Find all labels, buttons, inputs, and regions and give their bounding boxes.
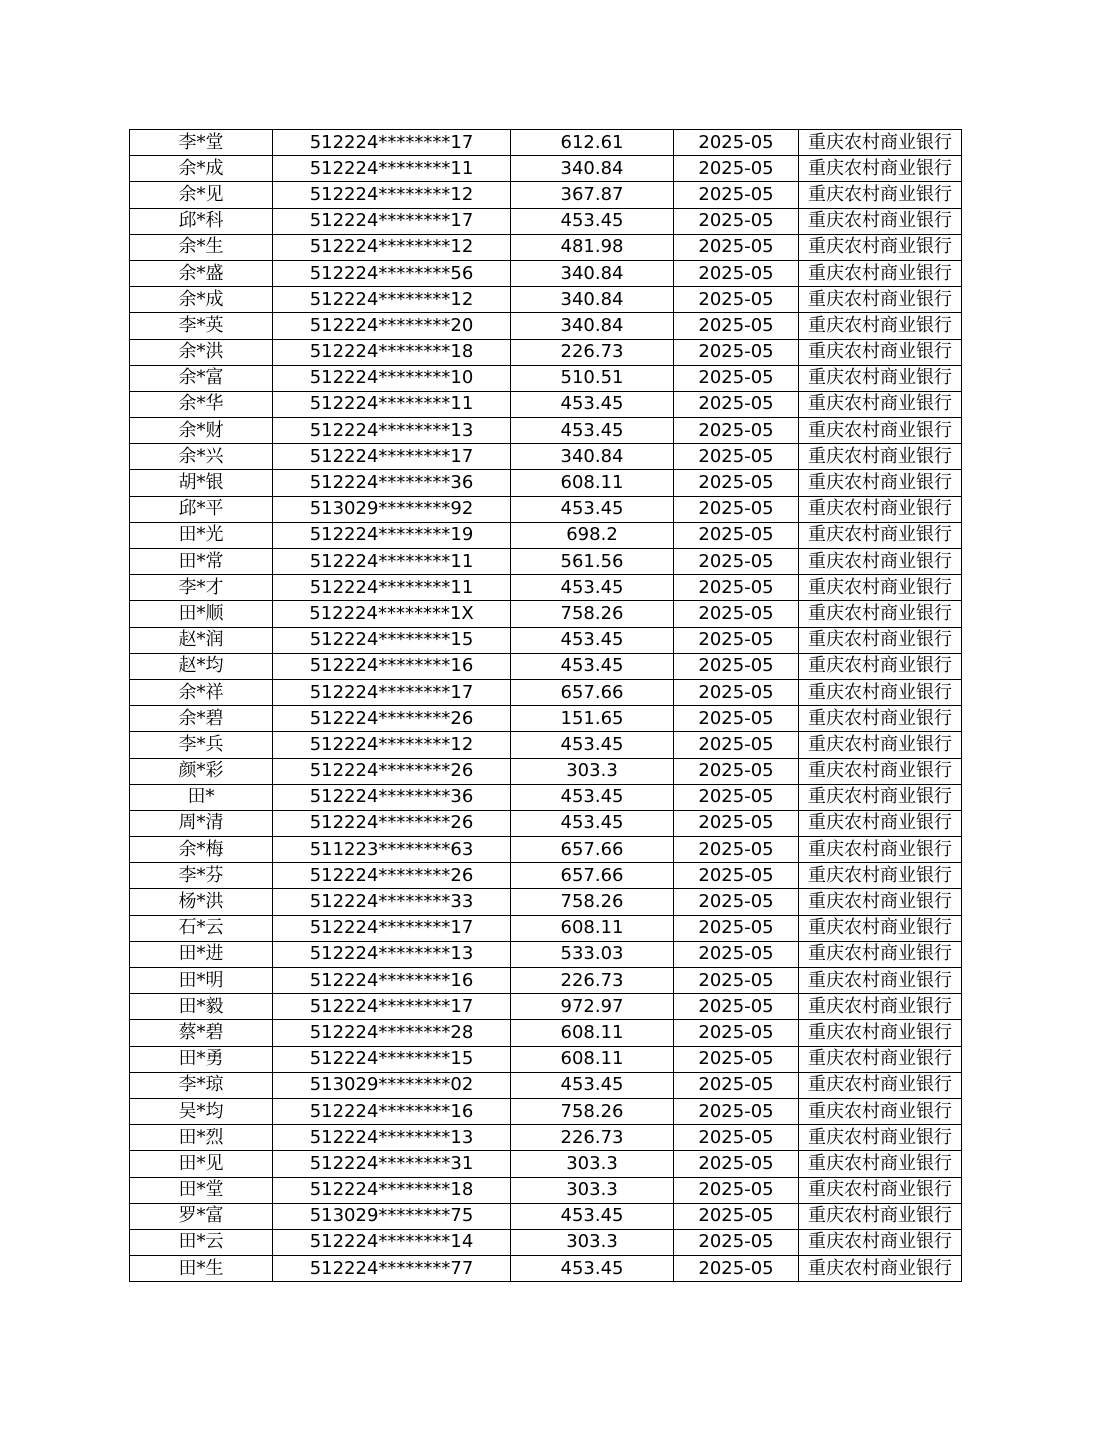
amount-cell: 453.45 [511,810,674,836]
recipient-name-cell: 余*见 [130,182,273,208]
recipient-name-cell: 杨*洪 [130,889,273,915]
amount-cell: 453.45 [511,418,674,444]
table-row [130,470,962,496]
amount-cell: 367.87 [511,182,674,208]
payment-period-cell: 2025-05 [674,679,799,705]
table-row [130,1151,962,1177]
bank-name-cell: 重庆农村商业银行 [799,234,962,260]
recipient-name-cell: 李*英 [130,313,273,339]
recipient-name-cell: 石*云 [130,915,273,941]
recipient-name-cell: 余*华 [130,391,273,417]
id-number-cell: 512224********17 [273,915,511,941]
bank-name-cell: 重庆农村商业银行 [799,994,962,1020]
table-row [130,365,962,391]
amount-cell: 612.61 [511,130,674,156]
amount-cell: 303.3 [511,1151,674,1177]
payment-period-cell: 2025-05 [674,810,799,836]
amount-cell: 453.45 [511,1203,674,1229]
amount-cell: 758.26 [511,601,674,627]
recipient-name-cell: 周*清 [130,810,273,836]
id-number-cell: 512224********15 [273,627,511,653]
table-row [130,1229,962,1255]
recipient-name-cell: 李*才 [130,575,273,601]
id-number-cell: 513029********02 [273,1072,511,1098]
table-row [130,208,962,234]
amount-cell: 340.84 [511,260,674,286]
payment-period-cell: 2025-05 [674,784,799,810]
payment-period-cell: 2025-05 [674,889,799,915]
amount-cell: 340.84 [511,444,674,470]
recipient-name-cell: 余*成 [130,156,273,182]
recipient-name-cell: 田*顺 [130,601,273,627]
bank-name-cell: 重庆农村商业银行 [799,941,962,967]
recipient-name-cell: 邱*科 [130,208,273,234]
table-row [130,1098,962,1124]
amount-cell: 758.26 [511,1098,674,1124]
recipient-name-cell: 余*富 [130,365,273,391]
payment-period-cell: 2025-05 [674,1125,799,1151]
bank-name-cell: 重庆农村商业银行 [799,208,962,234]
bank-name-cell: 重庆农村商业银行 [799,182,962,208]
id-number-cell: 512224********31 [273,1151,511,1177]
id-number-cell: 512224********11 [273,575,511,601]
bank-name-cell: 重庆农村商业银行 [799,784,962,810]
amount-cell: 340.84 [511,287,674,313]
bank-name-cell: 重庆农村商业银行 [799,1177,962,1203]
recipient-name-cell: 田*烈 [130,1125,273,1151]
recipient-name-cell: 余*财 [130,418,273,444]
recipient-name-cell: 余*成 [130,287,273,313]
id-number-cell: 512224********17 [273,130,511,156]
id-number-cell: 512224********56 [273,260,511,286]
amount-cell: 608.11 [511,470,674,496]
table-row [130,889,962,915]
payment-table [129,129,962,1282]
recipient-name-cell: 李*琼 [130,1072,273,1098]
payment-period-cell: 2025-05 [674,260,799,286]
bank-name-cell: 重庆农村商业银行 [799,601,962,627]
recipient-name-cell: 李*堂 [130,130,273,156]
id-number-cell: 512224********15 [273,1046,511,1072]
amount-cell: 340.84 [511,313,674,339]
payment-period-cell: 2025-05 [674,941,799,967]
recipient-name-cell: 余*祥 [130,679,273,705]
id-number-cell: 512224********16 [273,1098,511,1124]
table-row [130,1125,962,1151]
id-number-cell: 512224********12 [273,287,511,313]
id-number-cell: 512224********13 [273,1125,511,1151]
table-row [130,313,962,339]
payment-period-cell: 2025-05 [674,732,799,758]
id-number-cell: 512224********1X [273,601,511,627]
table-row [130,863,962,889]
amount-cell: 303.3 [511,1177,674,1203]
amount-cell: 533.03 [511,941,674,967]
payment-period-cell: 2025-05 [674,1256,799,1282]
payment-period-cell: 2025-05 [674,391,799,417]
recipient-name-cell: 余*洪 [130,339,273,365]
bank-name-cell: 重庆农村商业银行 [799,470,962,496]
payment-period-cell: 2025-05 [674,1177,799,1203]
id-number-cell: 512224********26 [273,810,511,836]
table-row [130,1203,962,1229]
payment-period-cell: 2025-05 [674,1098,799,1124]
payment-period-cell: 2025-05 [674,627,799,653]
amount-cell: 453.45 [511,732,674,758]
payment-period-cell: 2025-05 [674,758,799,784]
payment-period-cell: 2025-05 [674,418,799,444]
table-row [130,706,962,732]
amount-cell: 453.45 [511,653,674,679]
table-row [130,444,962,470]
amount-cell: 481.98 [511,234,674,260]
bank-name-cell: 重庆农村商业银行 [799,1203,962,1229]
bank-name-cell: 重庆农村商业银行 [799,758,962,784]
id-number-cell: 512224********26 [273,758,511,784]
table-row [130,784,962,810]
amount-cell: 657.66 [511,837,674,863]
table-row [130,653,962,679]
amount-cell: 608.11 [511,1020,674,1046]
table-row [130,627,962,653]
table-row [130,496,962,522]
payment-period-cell: 2025-05 [674,994,799,1020]
id-number-cell: 512224********17 [273,679,511,705]
id-number-cell: 512224********33 [273,889,511,915]
id-number-cell: 512224********13 [273,941,511,967]
id-number-cell: 513029********92 [273,496,511,522]
id-number-cell: 512224********14 [273,1229,511,1255]
id-number-cell: 512224********17 [273,994,511,1020]
payment-period-cell: 2025-05 [674,287,799,313]
id-number-cell: 512224********10 [273,365,511,391]
amount-cell: 561.56 [511,549,674,575]
id-number-cell: 513029********75 [273,1203,511,1229]
bank-name-cell: 重庆农村商业银行 [799,1125,962,1151]
table-row [130,1020,962,1046]
amount-cell: 608.11 [511,1046,674,1072]
recipient-name-cell: 余*碧 [130,706,273,732]
bank-name-cell: 重庆农村商业银行 [799,732,962,758]
bank-name-cell: 重庆农村商业银行 [799,679,962,705]
recipient-name-cell: 田*云 [130,1229,273,1255]
bank-name-cell: 重庆农村商业银行 [799,496,962,522]
bank-name-cell: 重庆农村商业银行 [799,968,962,994]
table-row [130,391,962,417]
bank-name-cell: 重庆农村商业银行 [799,915,962,941]
amount-cell: 972.97 [511,994,674,1020]
bank-name-cell: 重庆农村商业银行 [799,810,962,836]
amount-cell: 453.45 [511,1072,674,1098]
payment-period-cell: 2025-05 [674,915,799,941]
payment-period-cell: 2025-05 [674,549,799,575]
payment-period-cell: 2025-05 [674,234,799,260]
payment-period-cell: 2025-05 [674,496,799,522]
table-row [130,156,962,182]
recipient-name-cell: 吴*均 [130,1098,273,1124]
id-number-cell: 512224********19 [273,522,511,548]
table-row [130,601,962,627]
recipient-name-cell: 余*梅 [130,837,273,863]
recipient-name-cell: 田*常 [130,549,273,575]
table-row [130,339,962,365]
id-number-cell: 512224********36 [273,784,511,810]
id-number-cell: 512224********20 [273,313,511,339]
table-row [130,182,962,208]
recipient-name-cell: 余*兴 [130,444,273,470]
amount-cell: 657.66 [511,863,674,889]
id-number-cell: 512224********11 [273,549,511,575]
payment-period-cell: 2025-05 [674,130,799,156]
id-number-cell: 512224********26 [273,706,511,732]
amount-cell: 608.11 [511,915,674,941]
table-row [130,1256,962,1282]
bank-name-cell: 重庆农村商业银行 [799,339,962,365]
bank-name-cell: 重庆农村商业银行 [799,706,962,732]
recipient-name-cell: 田*光 [130,522,273,548]
payment-period-cell: 2025-05 [674,1046,799,1072]
recipient-name-cell: 赵*润 [130,627,273,653]
amount-cell: 657.66 [511,679,674,705]
payment-period-cell: 2025-05 [674,653,799,679]
bank-name-cell: 重庆农村商业银行 [799,391,962,417]
payment-period-cell: 2025-05 [674,365,799,391]
id-number-cell: 512224********12 [273,234,511,260]
table-row [130,758,962,784]
id-number-cell: 512224********26 [273,863,511,889]
payment-period-cell: 2025-05 [674,1203,799,1229]
recipient-name-cell: 赵*均 [130,653,273,679]
payment-period-cell: 2025-05 [674,1229,799,1255]
id-number-cell: 512224********36 [273,470,511,496]
bank-name-cell: 重庆农村商业银行 [799,156,962,182]
amount-cell: 453.45 [511,391,674,417]
table-row [130,287,962,313]
recipient-name-cell: 田*生 [130,1256,273,1282]
amount-cell: 758.26 [511,889,674,915]
bank-name-cell: 重庆农村商业银行 [799,1020,962,1046]
recipient-name-cell: 田*毅 [130,994,273,1020]
amount-cell: 453.45 [511,627,674,653]
amount-cell: 453.45 [511,784,674,810]
recipient-name-cell: 田*堂 [130,1177,273,1203]
payment-period-cell: 2025-05 [674,313,799,339]
id-number-cell: 512224********17 [273,208,511,234]
table-row [130,575,962,601]
payment-period-cell: 2025-05 [674,339,799,365]
payment-period-cell: 2025-05 [674,1072,799,1098]
id-number-cell: 512224********16 [273,653,511,679]
bank-name-cell: 重庆农村商业银行 [799,444,962,470]
bank-name-cell: 重庆农村商业银行 [799,260,962,286]
bank-name-cell: 重庆农村商业银行 [799,365,962,391]
payment-period-cell: 2025-05 [674,706,799,732]
bank-name-cell: 重庆农村商业银行 [799,418,962,444]
payment-period-cell: 2025-05 [674,968,799,994]
recipient-name-cell: 田* [130,784,273,810]
id-number-cell: 512224********11 [273,156,511,182]
payment-period-cell: 2025-05 [674,182,799,208]
id-number-cell: 512224********18 [273,1177,511,1203]
payment-table-body [130,130,962,1282]
table-row [130,522,962,548]
payment-period-cell: 2025-05 [674,208,799,234]
recipient-name-cell: 胡*银 [130,470,273,496]
table-row [130,418,962,444]
bank-name-cell: 重庆农村商业银行 [799,130,962,156]
amount-cell: 226.73 [511,1125,674,1151]
amount-cell: 453.45 [511,496,674,522]
amount-cell: 303.3 [511,1229,674,1255]
id-number-cell: 512224********17 [273,444,511,470]
bank-name-cell: 重庆农村商业银行 [799,653,962,679]
table-row [130,679,962,705]
recipient-name-cell: 田*见 [130,1151,273,1177]
table-row [130,994,962,1020]
bank-name-cell: 重庆农村商业银行 [799,889,962,915]
amount-cell: 226.73 [511,339,674,365]
amount-cell: 453.45 [511,1256,674,1282]
amount-cell: 453.45 [511,575,674,601]
id-number-cell: 512224********12 [273,182,511,208]
bank-name-cell: 重庆农村商业银行 [799,287,962,313]
id-number-cell: 512224********11 [273,391,511,417]
bank-name-cell: 重庆农村商业银行 [799,549,962,575]
id-number-cell: 511223********63 [273,837,511,863]
bank-name-cell: 重庆农村商业银行 [799,575,962,601]
payment-period-cell: 2025-05 [674,522,799,548]
id-number-cell: 512224********77 [273,1256,511,1282]
payment-period-cell: 2025-05 [674,444,799,470]
amount-cell: 453.45 [511,208,674,234]
recipient-name-cell: 颜*彩 [130,758,273,784]
bank-name-cell: 重庆农村商业银行 [799,522,962,548]
bank-name-cell: 重庆农村商业银行 [799,1098,962,1124]
table-row [130,1177,962,1203]
table-row [130,549,962,575]
table-row [130,941,962,967]
payment-period-cell: 2025-05 [674,575,799,601]
recipient-name-cell: 蔡*碧 [130,1020,273,1046]
bank-name-cell: 重庆农村商业银行 [799,627,962,653]
id-number-cell: 512224********18 [273,339,511,365]
bank-name-cell: 重庆农村商业银行 [799,1046,962,1072]
payment-period-cell: 2025-05 [674,1151,799,1177]
bank-name-cell: 重庆农村商业银行 [799,863,962,889]
bank-name-cell: 重庆农村商业银行 [799,1256,962,1282]
table-row [130,732,962,758]
table-row [130,234,962,260]
recipient-name-cell: 余*盛 [130,260,273,286]
bank-name-cell: 重庆农村商业银行 [799,1229,962,1255]
amount-cell: 151.65 [511,706,674,732]
recipient-name-cell: 邱*平 [130,496,273,522]
table-row [130,968,962,994]
bank-name-cell: 重庆农村商业银行 [799,313,962,339]
id-number-cell: 512224********12 [273,732,511,758]
payment-period-cell: 2025-05 [674,837,799,863]
bank-name-cell: 重庆农村商业银行 [799,1151,962,1177]
payment-period-cell: 2025-05 [674,470,799,496]
table-row [130,1072,962,1098]
table-row [130,810,962,836]
payment-period-cell: 2025-05 [674,863,799,889]
payment-period-cell: 2025-05 [674,601,799,627]
table-row [130,837,962,863]
table-row [130,130,962,156]
table-row [130,1046,962,1072]
id-number-cell: 512224********16 [273,968,511,994]
recipient-name-cell: 田*勇 [130,1046,273,1072]
amount-cell: 510.51 [511,365,674,391]
id-number-cell: 512224********13 [273,418,511,444]
recipient-name-cell: 田*进 [130,941,273,967]
recipient-name-cell: 余*生 [130,234,273,260]
amount-cell: 698.2 [511,522,674,548]
recipient-name-cell: 罗*富 [130,1203,273,1229]
bank-name-cell: 重庆农村商业银行 [799,1072,962,1098]
amount-cell: 303.3 [511,758,674,784]
amount-cell: 340.84 [511,156,674,182]
table-row [130,915,962,941]
recipient-name-cell: 李*芬 [130,863,273,889]
recipient-name-cell: 田*明 [130,968,273,994]
payment-period-cell: 2025-05 [674,1020,799,1046]
amount-cell: 226.73 [511,968,674,994]
id-number-cell: 512224********28 [273,1020,511,1046]
recipient-name-cell: 李*兵 [130,732,273,758]
bank-name-cell: 重庆农村商业银行 [799,837,962,863]
payment-period-cell: 2025-05 [674,156,799,182]
table-row [130,260,962,286]
